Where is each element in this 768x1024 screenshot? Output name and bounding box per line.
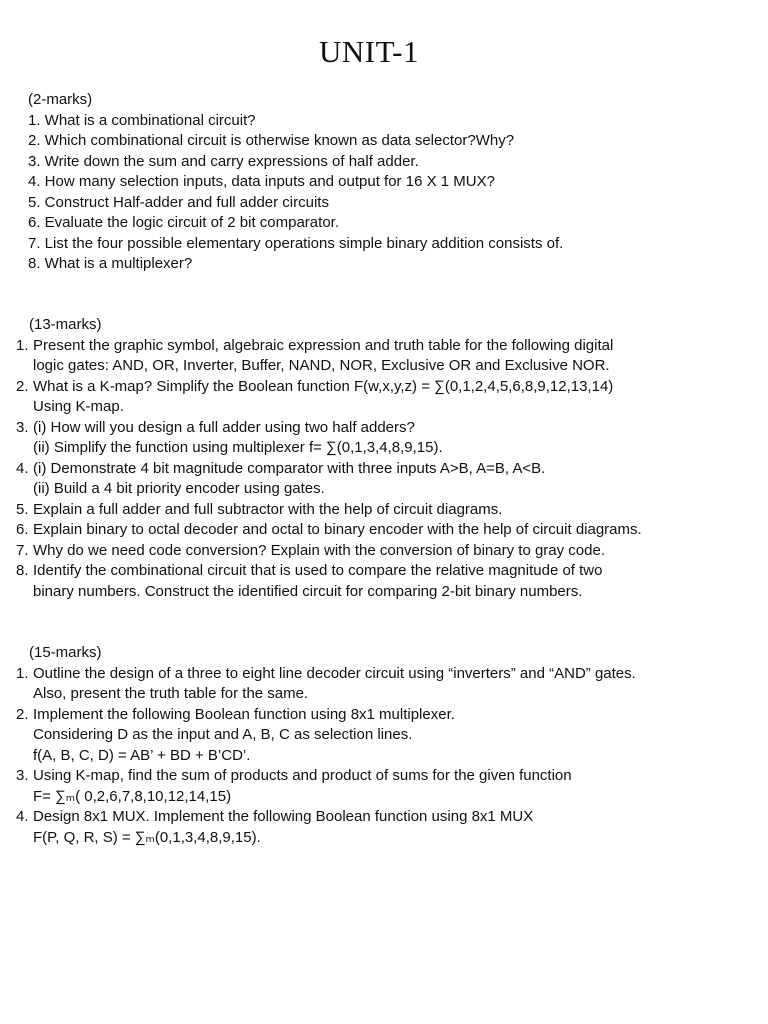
long-question	[16, 336, 642, 377]
question-text: (i) How will you design a full adder using two half adders?	[33, 418, 415, 436]
long-question	[16, 705, 636, 767]
long-question	[16, 541, 642, 562]
question-text: Using K-map, find the sum of products and product of sums for the given function	[33, 767, 572, 784]
question-number: 1.	[16, 664, 29, 682]
two-marks-heading: (2-marks)	[28, 91, 93, 108]
short-question: 7. List the four possible elementary operations simple binary addition consists of.	[28, 234, 564, 252]
fifteen-marks-heading: (15-marks)	[29, 644, 102, 661]
short-question: 3. Write down the sum and carry expressions of half adder.	[28, 152, 419, 170]
question-text: Present the graphic symbol, algebraic expression and truth table for the following digital	[33, 336, 614, 354]
question-text: Using K-map.	[33, 398, 124, 415]
question-text: (i) Demonstrate 4 bit magnitude comparator with three inputs A>B, A=B, A<B.	[33, 459, 546, 477]
question-number: 2.	[16, 705, 29, 723]
question-text: What is a K-map? Simplify the Boolean function F(w,x,y,z) = ∑(0,1,2,4,5,6,8,9,12,13,14)	[33, 377, 614, 395]
question-text: F= ∑ₘ( 0,2,6,7,8,10,12,14,15)	[33, 787, 232, 805]
short-question: 1. What is a combinational circuit?	[28, 111, 256, 129]
question-text: Implement the following Boolean function using 8x1 multiplexer.	[33, 705, 455, 723]
question-number: 4.	[16, 459, 29, 477]
question-text: Why do we need code conversion? Explain with the conversion of binary to gray code.	[33, 541, 605, 559]
question-number: 5.	[16, 500, 29, 518]
question-text: F(P, Q, R, S) = ∑ₘ(0,1,3,4,8,9,15).	[33, 828, 261, 846]
long-question	[16, 377, 642, 418]
question-number: 6.	[16, 521, 29, 538]
question-number: 2.	[16, 377, 29, 395]
short-question: 8. What is a multiplexer?	[28, 255, 193, 272]
question-text: Outline the design of a three to eight line decoder circuit using “inverters” and “AND” gates.	[33, 664, 636, 682]
question-text: Identify the combinational circuit that is used to compare the relative magnitude of two	[33, 562, 603, 579]
question-number: 3.	[16, 767, 29, 784]
question-number: 4.	[16, 808, 29, 825]
question-number: 7.	[16, 541, 29, 559]
long-question	[16, 807, 636, 848]
page-title: UNIT-1	[318, 34, 419, 69]
question-text: Explain a full adder and full subtractor with the help of circuit diagrams.	[33, 500, 503, 518]
short-question: 4. How many selection inputs, data inputs and output for 16 X 1 MUX?	[28, 173, 495, 190]
question-text: (ii) Simplify the function using multiplexer f= ∑(0,1,3,4,8,9,15).	[33, 439, 443, 456]
question-text: binary numbers. Construct the identified circuit for comparing 2-bit binary numbers.	[33, 582, 583, 600]
two-marks-section	[28, 90, 563, 275]
question-text: f(A, B, C, D) = AB’ + BD + B’CD’.	[33, 746, 251, 764]
long-question	[16, 520, 642, 541]
question-number: 1.	[16, 336, 29, 354]
fifteen-marks-section	[16, 643, 636, 848]
short-question: 5. Construct Half-adder and full adder circuits	[28, 193, 329, 211]
long-question	[16, 459, 642, 500]
question-text: Design 8x1 MUX. Implement the following Boolean function using 8x1 MUX	[33, 808, 534, 825]
thirteen-marks-section	[16, 315, 642, 602]
question-text: (ii) Build a 4 bit priority encoder using gates.	[33, 480, 325, 497]
question-number: 8.	[16, 562, 29, 579]
question-text: Explain binary to octal decoder and octal to binary encoder with the help of circuit diagrams.	[33, 521, 642, 538]
long-question	[16, 664, 636, 705]
long-question	[16, 561, 642, 602]
short-question: 2. Which combinational circuit is otherwise known as data selector?Why?	[28, 132, 515, 149]
long-question	[16, 500, 642, 521]
question-text: Also, present the truth table for the same.	[33, 685, 309, 702]
question-text: Considering D as the input and A, B, C as selection lines.	[33, 726, 413, 743]
thirteen-marks-heading: (13-marks)	[29, 316, 102, 333]
long-question	[16, 766, 636, 807]
question-text: logic gates: AND, OR, Inverter, Buffer, NAND, NOR, Exclusive OR and Exclusive NOR.	[33, 357, 610, 374]
long-question	[16, 418, 642, 459]
question-number: 3.	[16, 418, 29, 436]
short-question: 6. Evaluate the logic circuit of 2 bit comparator.	[28, 214, 339, 231]
